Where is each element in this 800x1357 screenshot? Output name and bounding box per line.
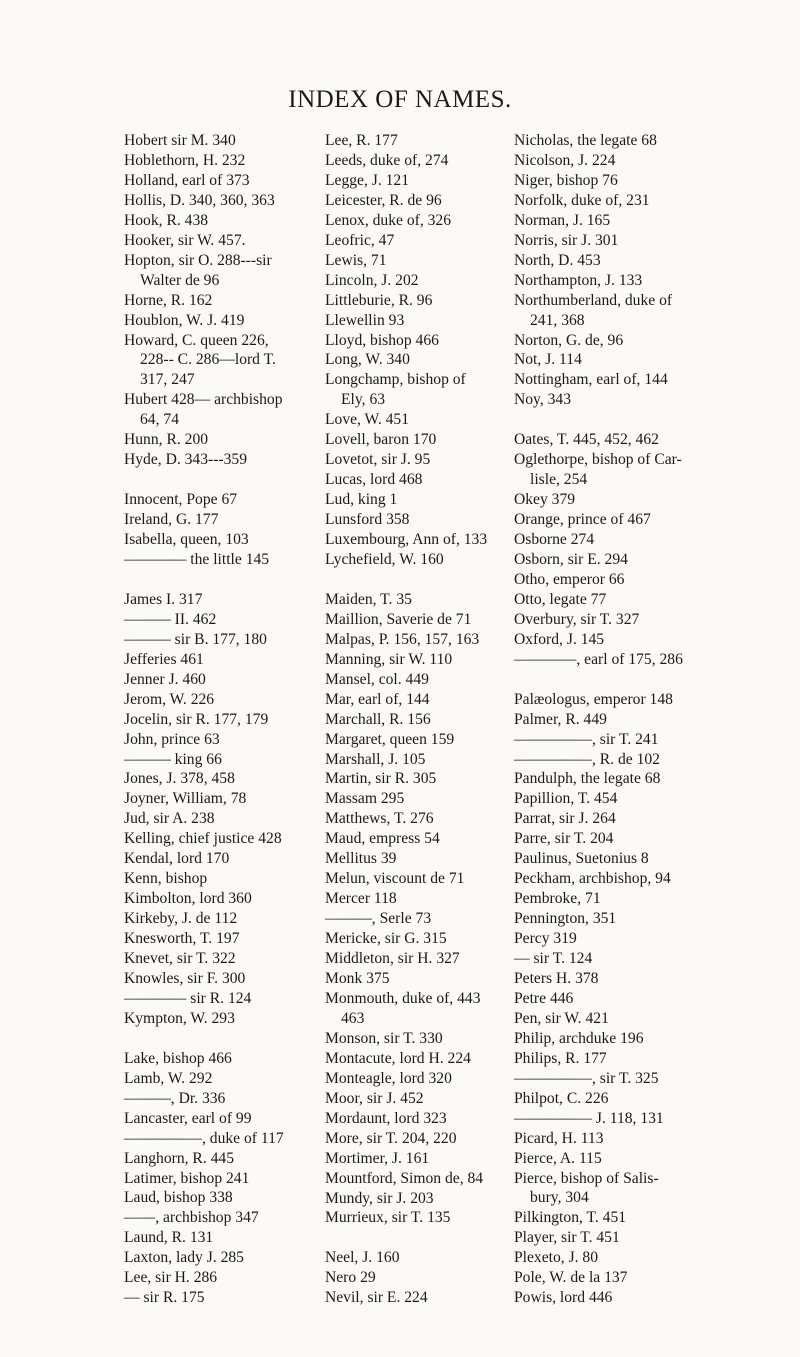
index-entry-continuation: lisle, 254 xyxy=(530,471,588,489)
index-entry: Norris, sir J. 301 xyxy=(514,231,619,249)
index-entry: Petre 446 xyxy=(514,989,574,1007)
index-entry: Pole, W. de la 137 xyxy=(514,1269,628,1287)
index-entry: Hobert sir M. 340 xyxy=(124,132,236,149)
index-entry-continuation: 228-- C. 286—lord T. xyxy=(140,351,276,369)
index-entry: Montacute, lord H. 224 xyxy=(325,1049,471,1067)
index-entry: Mercer 118 xyxy=(325,890,397,908)
index-entry: ———— sir R. 124 xyxy=(124,989,252,1007)
index-entry: Neel, J. 160 xyxy=(325,1249,400,1267)
index-entry: Hubert 428— archbishop xyxy=(124,391,283,409)
index-entry: Jud, sir A. 238 xyxy=(124,810,215,828)
index-entry: Nevil, sir E. 224 xyxy=(325,1289,428,1307)
index-entry: Palæologus, emperor 148 xyxy=(514,690,673,708)
index-entry: Okey 379 xyxy=(514,491,576,509)
index-entry: Powis, lord 446 xyxy=(514,1289,613,1307)
index-entry: Lee, sir H. 286 xyxy=(124,1269,218,1287)
index-entry: Joyner, William, 78 xyxy=(124,790,247,808)
index-entry: — sir R. 175 xyxy=(124,1289,205,1307)
index-entry: Nottingham, earl of, 144 xyxy=(514,371,668,389)
index-entry: Papillion, T. 454 xyxy=(514,790,618,808)
index-entry: Malpas, P. 156, 157, 163 xyxy=(325,630,480,648)
index-entry: Northampton, J. 133 xyxy=(514,271,643,289)
index-entry: Isabella, queen, 103 xyxy=(124,531,249,549)
index-entry: Pembroke, 71 xyxy=(514,890,601,908)
index-entry: —————, duke of 117 xyxy=(124,1129,284,1147)
index-entry: Lee, R. 177 xyxy=(325,132,398,149)
index-entry: Peckham, archbishop, 94 xyxy=(514,870,671,888)
index-entry: Mansel, col. 449 xyxy=(325,670,429,688)
index-entry: Philpot, C. 226 xyxy=(514,1089,609,1107)
index-entry: Lud, king 1 xyxy=(325,491,398,509)
index-entry: Peters H. 378 xyxy=(514,970,599,987)
index-entry: Jefferies 461 xyxy=(124,650,204,668)
index-entry: Matthews, T. 276 xyxy=(325,810,434,828)
index-entry: Nero 29 xyxy=(325,1269,376,1287)
section-gap xyxy=(514,410,776,430)
index-entry: ———, Dr. 336 xyxy=(124,1089,226,1107)
index-entry: Northumberland, duke of xyxy=(514,291,673,309)
index-entry: Lloyd, bishop 466 xyxy=(325,331,439,349)
index-entry: — sir T. 124 xyxy=(514,950,593,968)
index-entry: Long, W. 340 xyxy=(325,351,410,369)
index-entry: ——— sir B. 177, 180 xyxy=(124,630,267,648)
index-entry: Leicester, R. de 96 xyxy=(325,191,442,209)
index-entry-continuation: 241, 368 xyxy=(530,311,585,329)
index-column-3 xyxy=(514,131,776,1308)
index-entry: Hyde, D. 343---359 xyxy=(124,451,247,469)
index-entry: Pilkington, T. 451 xyxy=(514,1209,627,1227)
index-entry: Mar, earl of, 144 xyxy=(325,690,430,708)
index-entry: Laxton, lady J. 285 xyxy=(124,1249,244,1267)
index-entry: Monson, sir T. 330 xyxy=(325,1029,443,1047)
index-entry: —————, sir T. 241 xyxy=(514,730,659,748)
index-entry: ———, Serle 73 xyxy=(325,910,432,928)
index-entry: Oglethorpe, bishop of Car- xyxy=(514,451,682,469)
index-entry: Osborne 274 xyxy=(514,531,595,549)
index-entry: Otto, legate 77 xyxy=(514,590,607,608)
index-entry: —————, R. de 102 xyxy=(514,750,660,768)
index-entry: Niger, bishop 76 xyxy=(514,171,618,189)
index-entry: Hopton, sir O. 288---sir xyxy=(124,251,272,269)
index-entry: Laund, R. 131 xyxy=(124,1229,214,1247)
index-entry: Percy 319 xyxy=(514,930,577,948)
index-entry: Nicolson, J. 224 xyxy=(514,151,616,169)
index-entry: Lewis, 71 xyxy=(325,251,387,269)
index-entry: Marshall, J. 105 xyxy=(325,750,426,768)
index-entry: Melun, viscount de 71 xyxy=(325,870,465,888)
index-entry-continuation: Ely, 63 xyxy=(341,391,386,409)
index-entry: Jerom, W. 226 xyxy=(124,690,215,708)
index-entry: Plexeto, J. 80 xyxy=(514,1249,599,1267)
index-entry: Howard, C. queen 226, xyxy=(124,331,269,349)
index-entry: Luxembourg, Ann of, 133 xyxy=(325,531,488,549)
index-entry: Philips, R. 177 xyxy=(514,1049,607,1067)
index-entry: Mountford, Simon de, 84 xyxy=(325,1169,484,1187)
index-entry: Palmer, R. 449 xyxy=(514,710,607,728)
index-entry: Laud, bishop 338 xyxy=(124,1189,233,1207)
index-entry-continuation: 463 xyxy=(341,1009,365,1027)
index-entry: Orange, prince of 467 xyxy=(514,511,651,529)
index-entry: Lovetot, sir J. 95 xyxy=(325,451,431,469)
index-entry: Holland, earl of 373 xyxy=(124,171,250,189)
index-entry: Jones, J. 378, 458 xyxy=(124,770,235,788)
index-entry: John, prince 63 xyxy=(124,730,220,748)
index-entry: Kelling, chief justice 428 xyxy=(124,830,282,848)
index-entry: Mellitus 39 xyxy=(325,850,397,868)
index-entry: Player, sir T. 451 xyxy=(514,1229,620,1247)
index-entry: Hoblethorn, H. 232 xyxy=(124,151,246,169)
index-entry: Monteagle, lord 320 xyxy=(325,1069,452,1087)
index-entry: Moor, sir J. 452 xyxy=(325,1089,424,1107)
index-entry: Oates, T. 445, 452, 462 xyxy=(514,431,659,449)
index-entry: Lancaster, earl of 99 xyxy=(124,1109,252,1127)
index-entry: ——, archbishop 347 xyxy=(124,1209,259,1227)
index-entry: Hunn, R. 200 xyxy=(124,431,209,449)
index-entry: Mordaunt, lord 323 xyxy=(325,1109,447,1127)
index-entry: Legge, J. 121 xyxy=(325,171,410,189)
index-entry: Oxford, J. 145 xyxy=(514,630,605,648)
index-entry-continuation: 317, 247 xyxy=(140,371,195,389)
index-entry: Osborn, sir E. 294 xyxy=(514,551,628,568)
page-title: INDEX OF NAMES. xyxy=(288,86,512,113)
index-entry: Mortimer, J. 161 xyxy=(325,1149,430,1167)
index-entry: Langhorn, R. 445 xyxy=(124,1149,235,1167)
index-entry: Maillion, Saverie de 71 xyxy=(325,610,472,628)
index-entry: Longchamp, bishop of xyxy=(325,371,466,389)
index-entry: Innocent, Pope 67 xyxy=(124,491,238,509)
section-gap xyxy=(514,670,776,690)
index-entry: Hooker, sir W. 457. xyxy=(124,231,246,249)
index-entry: Hollis, D. 340, 360, 363 xyxy=(124,191,275,209)
index-entry: Hook, R. 438 xyxy=(124,211,209,229)
index-entry: Norton, G. de, 96 xyxy=(514,331,624,349)
index-entry: Mericke, sir G. 315 xyxy=(325,930,447,948)
index-entry: Middleton, sir H. 327 xyxy=(325,950,460,968)
index-entry: Pen, sir W. 421 xyxy=(514,1009,609,1027)
index-entry: Ireland, G. 177 xyxy=(124,511,219,529)
index-entry: Knevet, sir T. 322 xyxy=(124,950,236,968)
index-entry: Llewellin 93 xyxy=(325,311,405,329)
index-entry: Leofric, 47 xyxy=(325,231,395,249)
index-entry: Maiden, T. 35 xyxy=(325,590,412,608)
index-entry: Overbury, sir T. 327 xyxy=(514,610,640,628)
index-entry: Kendal, lord 170 xyxy=(124,850,230,868)
index-entry: ———— the little 145 xyxy=(124,551,270,568)
index-entry: Parre, sir T. 204 xyxy=(514,830,614,848)
index-entry: Monk 375 xyxy=(325,970,390,988)
index-entry: Lucas, lord 468 xyxy=(325,471,423,489)
index-entry: ————, earl of 175, 286 xyxy=(514,650,683,668)
index-entry: Parrat, sir J. 264 xyxy=(514,810,616,828)
index-entry: Massam 295 xyxy=(325,790,405,808)
index-entry: Jenner J. 460 xyxy=(124,670,206,688)
index-entry: Pandulph, the legate 68 xyxy=(514,770,661,788)
index-entry: Lovell, baron 170 xyxy=(325,431,437,449)
index-entry: Murrieux, sir T. 135 xyxy=(325,1209,451,1227)
index-entry: James I. 317 xyxy=(124,590,203,608)
index-entry: Leeds, duke of, 274 xyxy=(325,151,449,169)
index-entry: Lenox, duke of, 326 xyxy=(325,211,452,229)
index-entry: Norman, J. 165 xyxy=(514,211,611,229)
index-entry: Not, J. 114 xyxy=(514,351,582,369)
index-entry: Margaret, queen 159 xyxy=(325,730,455,748)
index-entry: Knesworth, T. 197 xyxy=(124,930,240,948)
index-entry: Kimbolton, lord 360 xyxy=(124,890,252,908)
index-entry: More, sir T. 204, 220 xyxy=(325,1129,457,1147)
index-entry: Kirkeby, J. de 112 xyxy=(124,910,238,928)
index-entry: Martin, sir R. 305 xyxy=(325,770,437,788)
index-entry: Littleburie, R. 96 xyxy=(325,291,433,309)
index-entry: Pierce, bishop of Salis- xyxy=(514,1169,659,1187)
index-entry: Mundy, sir J. 203 xyxy=(325,1189,434,1207)
index-entry: Horne, R. 162 xyxy=(124,291,213,309)
index-entry: Love, W. 451 xyxy=(325,411,410,429)
index-entry: Otho, emperor 66 xyxy=(514,570,625,588)
index-entry-continuation: bury, 304 xyxy=(530,1189,589,1207)
index-entry: Norfolk, duke of, 231 xyxy=(514,191,650,209)
index-entry: Lake, bishop 466 xyxy=(124,1049,232,1067)
index-entry-continuation: Walter de 96 xyxy=(140,271,220,289)
index-entry: Philip, archduke 196 xyxy=(514,1029,644,1047)
index-entry: —————, sir T. 325 xyxy=(514,1069,659,1087)
index-entry: ——— II. 462 xyxy=(124,610,217,628)
index-entry: Houblon, W. J. 419 xyxy=(124,311,245,329)
index-entry: Lunsford 358 xyxy=(325,511,410,529)
index-entry: Kympton, W. 293 xyxy=(124,1009,235,1027)
index-entry: Pennington, 351 xyxy=(514,910,617,928)
index-entry: Lincoln, J. 202 xyxy=(325,271,419,289)
index-entry: Pierce, A. 115 xyxy=(514,1149,602,1167)
index-entry: Noy, 343 xyxy=(514,391,572,409)
index-entry: ————— J. 118, 131 xyxy=(514,1109,664,1127)
index-entry: Kenn, bishop xyxy=(124,870,208,888)
index-entry: Paulinus, Suetonius 8 xyxy=(514,850,649,868)
index-entry: Jocelin, sir R. 177, 179 xyxy=(124,710,269,728)
index-entry: Maud, empress 54 xyxy=(325,830,440,848)
index-entry: Picard, H. 113 xyxy=(514,1129,604,1147)
index-entry: ——— king 66 xyxy=(124,750,222,768)
index-entry: Lychefield, W. 160 xyxy=(325,551,444,569)
index-entry: Knowles, sir F. 300 xyxy=(124,970,246,987)
index-entry: Marchall, R. 156 xyxy=(325,710,431,728)
index-entry: Nicholas, the legate 68 xyxy=(514,132,657,149)
index-entry: Monmouth, duke of, 443 xyxy=(325,989,481,1007)
index-entry: Manning, sir W. 110 xyxy=(325,650,453,668)
index-entry: Lamb, W. 292 xyxy=(124,1069,213,1087)
index-entry-continuation: 64, 74 xyxy=(140,411,179,429)
index-entry: North, D. 453 xyxy=(514,251,601,269)
index-entry: Latimer, bishop 241 xyxy=(124,1169,250,1187)
